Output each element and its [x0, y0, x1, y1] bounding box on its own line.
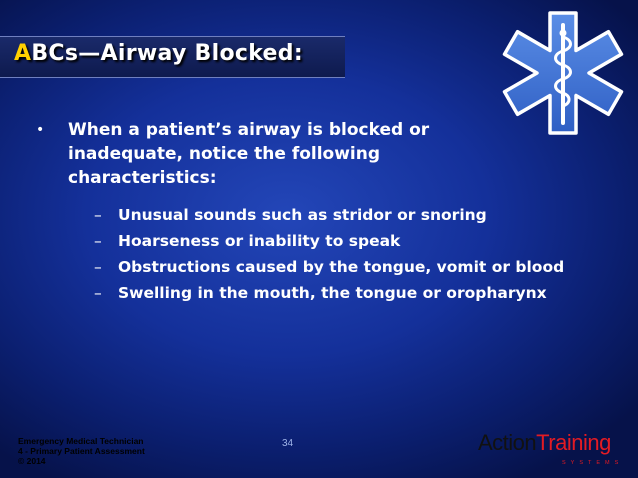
- brand-subtitle: SYSTEMS: [562, 460, 624, 466]
- title-accent-letter: A: [14, 41, 32, 66]
- sub-bullet-marker: –: [94, 206, 102, 224]
- sub-bullet-marker: –: [94, 232, 102, 250]
- brand-logo: [478, 430, 628, 474]
- sub-bullet-item: [94, 230, 594, 252]
- footer-copyright: © 2014: [18, 456, 46, 466]
- sub-bullet-text: Hoarseness or inability to speak: [118, 232, 401, 250]
- page-number: 34: [282, 438, 294, 449]
- main-bullet-text: When a patient’s airway is blocked or inadequate, notice the following characteristics:: [68, 120, 430, 188]
- sub-bullet-text: Obstructions caused by the tongue, vomit or blood: [118, 258, 565, 276]
- sub-bullet-text: Swelling in the mouth, the tongue or oropharynx: [118, 284, 547, 302]
- title-text: BCs—Airway Blocked:: [31, 41, 303, 66]
- sub-bullet-item: [94, 256, 594, 278]
- brand-name-part1: Action: [478, 430, 537, 455]
- bullet-marker: •: [36, 122, 45, 138]
- footer-course-info: [18, 436, 145, 466]
- brand-name-part2: Training: [536, 430, 611, 455]
- slide-title: [14, 41, 303, 66]
- sub-bullet-marker: –: [94, 284, 102, 302]
- sub-bullet-item: [94, 204, 594, 226]
- footer-chapter: 4 - Primary Patient Assessment: [18, 446, 145, 456]
- sub-bullet-list: [94, 204, 594, 308]
- brand-name: [478, 430, 611, 456]
- main-bullet: [36, 118, 536, 190]
- sub-bullet-marker: –: [94, 258, 102, 276]
- sub-bullet-text: Unusual sounds such as stridor or snoring: [118, 206, 487, 224]
- footer-course-title: Emergency Medical Technician: [18, 436, 144, 446]
- sub-bullet-item: [94, 282, 594, 304]
